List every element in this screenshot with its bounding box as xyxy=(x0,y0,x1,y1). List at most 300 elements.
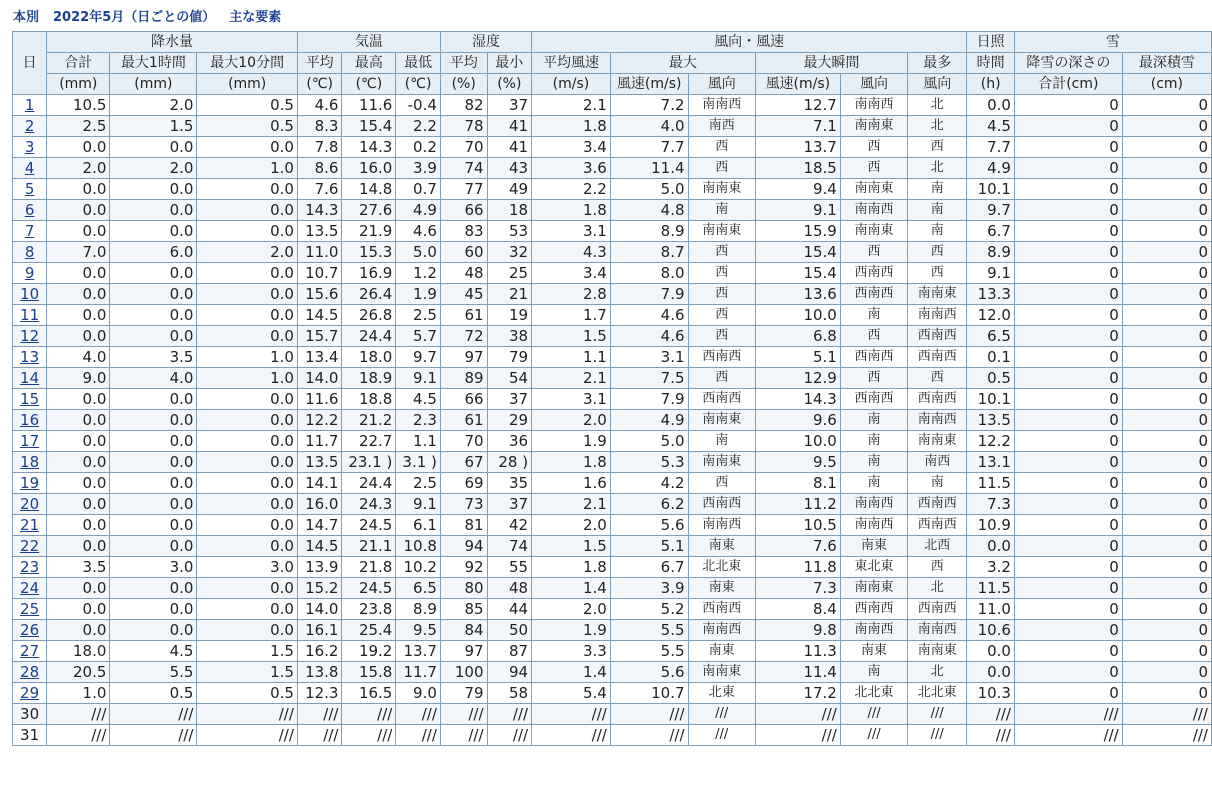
cell-wind-max-speed: 11.4 xyxy=(610,158,688,179)
cell-precip-total: 0.0 xyxy=(47,389,110,410)
table-row xyxy=(13,578,1212,599)
table-row xyxy=(13,326,1212,347)
cell-wind-mode: 南 xyxy=(908,221,967,242)
cell-temp-max: 21.9 xyxy=(342,221,396,242)
cell-temp-avg: /// xyxy=(297,704,342,725)
cell-wind-max-speed: 4.2 xyxy=(610,473,688,494)
cell-precip-10m: 0.0 xyxy=(197,137,298,158)
cell-snow-depth: 0 xyxy=(1122,452,1211,473)
cell-snow-depth: 0 xyxy=(1122,95,1211,116)
cell-precip-total: 10.5 xyxy=(47,95,110,116)
day-link[interactable]: 9 xyxy=(24,264,35,282)
cell-temp-avg: 13.5 xyxy=(297,452,342,473)
cell-day[interactable] xyxy=(13,116,47,137)
cell-temp-max: 26.8 xyxy=(342,305,396,326)
cell-temp-min: 2.5 xyxy=(396,473,441,494)
table-row xyxy=(13,221,1212,242)
cell-sunshine: 0.0 xyxy=(967,536,1015,557)
cell-gust-dir: /// xyxy=(840,704,907,725)
cell-snowfall: 0 xyxy=(1014,200,1122,221)
cell-day[interactable] xyxy=(13,662,47,683)
cell-day[interactable] xyxy=(13,284,47,305)
cell-wind-avg: 1.8 xyxy=(532,200,611,221)
cell-day[interactable] xyxy=(13,683,47,704)
cell-precip-total: 18.0 xyxy=(47,641,110,662)
group-wind: 風向・風速 xyxy=(532,32,967,53)
cell-day[interactable] xyxy=(13,221,47,242)
cell-day[interactable] xyxy=(13,263,47,284)
cell-sunshine: 9.1 xyxy=(967,263,1015,284)
cell-snow-depth: 0 xyxy=(1122,116,1211,137)
cell-hum-avg: 77 xyxy=(440,179,487,200)
table-row xyxy=(13,158,1212,179)
cell-snow-depth: 0 xyxy=(1122,557,1211,578)
cell-wind-avg: 1.8 xyxy=(532,116,611,137)
day-link[interactable]: 16 xyxy=(20,411,40,429)
cell-temp-max: 19.2 xyxy=(342,641,396,662)
cell-sunshine: 11.0 xyxy=(967,599,1015,620)
cell-sunshine: 10.9 xyxy=(967,515,1015,536)
cell-hum-avg: 69 xyxy=(440,473,487,494)
cell-hum-avg: 72 xyxy=(440,326,487,347)
cell-snowfall: 0 xyxy=(1014,263,1122,284)
table-row xyxy=(13,494,1212,515)
unit-snow-depth: (cm) xyxy=(1122,74,1211,95)
cell-wind-mode: 西 xyxy=(908,137,967,158)
cell-day[interactable] xyxy=(13,326,47,347)
cell-precip-10m: 3.0 xyxy=(197,557,298,578)
cell-temp-min: 10.2 xyxy=(396,557,441,578)
col-temp-avg: 平均 xyxy=(297,53,342,74)
cell-temp-max: /// xyxy=(342,725,396,746)
cell-day[interactable] xyxy=(13,305,47,326)
cell-wind-max-dir: 南南東 xyxy=(688,410,755,431)
cell-sunshine: 10.1 xyxy=(967,389,1015,410)
cell-wind-max-dir: 南南東 xyxy=(688,221,755,242)
cell-hum-avg: 100 xyxy=(440,662,487,683)
cell-temp-max: 14.3 xyxy=(342,137,396,158)
cell-precip-total: 2.5 xyxy=(47,116,110,137)
cell-gust-speed: 6.8 xyxy=(755,326,840,347)
cell-temp-min: 9.5 xyxy=(396,620,441,641)
cell-temp-avg: 11.6 xyxy=(297,389,342,410)
day-link[interactable]: 3 xyxy=(24,138,35,156)
day-link[interactable]: 7 xyxy=(24,222,35,240)
cell-precip-10m: /// xyxy=(197,725,298,746)
cell-wind-max-dir: 西南西 xyxy=(688,389,755,410)
cell-wind-avg: 1.7 xyxy=(532,305,611,326)
col-wind-mode-dir: 風向 xyxy=(908,74,967,95)
cell-gust-dir: 南南西 xyxy=(840,494,907,515)
cell-wind-mode: 北西 xyxy=(908,536,967,557)
cell-temp-max: 26.4 xyxy=(342,284,396,305)
cell-wind-mode: /// xyxy=(908,704,967,725)
cell-snowfall: 0 xyxy=(1014,431,1122,452)
cell-hum-min: 44 xyxy=(487,599,532,620)
cell-wind-max-dir: 北東 xyxy=(688,683,755,704)
cell-hum-avg: 70 xyxy=(440,137,487,158)
cell-precip-10m: 1.0 xyxy=(197,347,298,368)
cell-snow-depth: 0 xyxy=(1122,137,1211,158)
cell-temp-avg: 8.6 xyxy=(297,158,342,179)
cell-wind-mode: 北 xyxy=(908,158,967,179)
cell-gust-speed: 7.3 xyxy=(755,578,840,599)
cell-day xyxy=(13,725,47,746)
header-row-3 xyxy=(13,74,1212,95)
cell-hum-min: 41 xyxy=(487,116,532,137)
day-link[interactable]: 22 xyxy=(20,537,40,555)
cell-precip-total: 4.0 xyxy=(47,347,110,368)
cell-sunshine: 6.5 xyxy=(967,326,1015,347)
cell-hum-min: 42 xyxy=(487,515,532,536)
cell-precip-total: 0.0 xyxy=(47,326,110,347)
cell-gust-dir: 西南西 xyxy=(840,599,907,620)
cell-day xyxy=(13,704,47,725)
cell-gust-speed: 15.9 xyxy=(755,221,840,242)
cell-temp-min: 5.0 xyxy=(396,242,441,263)
cell-gust-speed: 9.1 xyxy=(755,200,840,221)
cell-hum-min: /// xyxy=(487,704,532,725)
cell-wind-mode: 西 xyxy=(908,557,967,578)
cell-wind-mode: 西 xyxy=(908,263,967,284)
day-link[interactable]: 14 xyxy=(20,369,40,387)
cell-wind-max-dir: /// xyxy=(688,704,755,725)
cell-temp-max: 18.9 xyxy=(342,368,396,389)
cell-precip-1h: 0.0 xyxy=(110,473,197,494)
cell-temp-max: 24.4 xyxy=(342,326,396,347)
cell-snowfall: 0 xyxy=(1014,515,1122,536)
cell-snowfall: 0 xyxy=(1014,389,1122,410)
day-link[interactable]: 5 xyxy=(24,180,35,198)
cell-temp-min: 0.7 xyxy=(396,179,441,200)
cell-day[interactable] xyxy=(13,242,47,263)
cell-day[interactable] xyxy=(13,452,47,473)
cell-day[interactable] xyxy=(13,200,47,221)
cell-hum-avg: 80 xyxy=(440,578,487,599)
header-row-1 xyxy=(13,32,1212,53)
cell-sunshine: 12.0 xyxy=(967,305,1015,326)
cell-gust-speed: 9.4 xyxy=(755,179,840,200)
cell-wind-avg: 1.8 xyxy=(532,557,611,578)
cell-temp-max: 24.4 xyxy=(342,473,396,494)
cell-day[interactable] xyxy=(13,179,47,200)
cell-precip-total: 3.5 xyxy=(47,557,110,578)
cell-temp-avg: 10.7 xyxy=(297,263,342,284)
cell-wind-mode: 南南西 xyxy=(908,305,967,326)
cell-gust-speed: 7.6 xyxy=(755,536,840,557)
cell-gust-dir: 南 xyxy=(840,305,907,326)
cell-wind-max-dir: 西南西 xyxy=(688,494,755,515)
cell-gust-dir: 南東 xyxy=(840,536,907,557)
day-link[interactable]: 17 xyxy=(20,432,40,450)
cell-gust-speed: 14.3 xyxy=(755,389,840,410)
cell-precip-total: 0.0 xyxy=(47,305,110,326)
cell-precip-10m: 0.0 xyxy=(197,221,298,242)
day-link[interactable]: 28 xyxy=(20,663,40,681)
cell-hum-avg: 81 xyxy=(440,515,487,536)
cell-precip-1h: 0.0 xyxy=(110,494,197,515)
cell-precip-1h: 1.5 xyxy=(110,116,197,137)
cell-snowfall: 0 xyxy=(1014,116,1122,137)
day-link[interactable]: 8 xyxy=(24,243,35,261)
day-link[interactable]: 15 xyxy=(20,390,40,408)
col-wind-avg: 平均風速 xyxy=(532,53,611,74)
cell-sunshine: 0.0 xyxy=(967,662,1015,683)
cell-precip-1h: 2.0 xyxy=(110,158,197,179)
cell-day[interactable] xyxy=(13,158,47,179)
cell-precip-1h: 3.0 xyxy=(110,557,197,578)
cell-precip-1h: 0.0 xyxy=(110,284,197,305)
cell-sunshine: 7.7 xyxy=(967,137,1015,158)
col-hum-min: 最小 xyxy=(487,53,532,74)
cell-day[interactable] xyxy=(13,389,47,410)
cell-temp-max: 25.4 xyxy=(342,620,396,641)
cell-day[interactable] xyxy=(13,599,47,620)
cell-wind-avg: 2.0 xyxy=(532,410,611,431)
cell-wind-avg: 4.3 xyxy=(532,242,611,263)
cell-hum-min: 38 xyxy=(487,326,532,347)
cell-precip-1h: 6.0 xyxy=(110,242,197,263)
cell-gust-speed: 5.1 xyxy=(755,347,840,368)
day-link[interactable]: 26 xyxy=(20,621,40,639)
cell-precip-10m: 0.0 xyxy=(197,200,298,221)
table-row xyxy=(13,641,1212,662)
cell-temp-min: 2.5 xyxy=(396,305,441,326)
cell-temp-min: 0.2 xyxy=(396,137,441,158)
cell-precip-total: 0.0 xyxy=(47,578,110,599)
cell-precip-total: 0.0 xyxy=(47,536,110,557)
cell-gust-dir: 西南西 xyxy=(840,284,907,305)
cell-precip-1h: 0.0 xyxy=(110,200,197,221)
cell-gust-dir: 西南西 xyxy=(840,263,907,284)
cell-wind-mode: 北 xyxy=(908,578,967,599)
cell-snow-depth: 0 xyxy=(1122,536,1211,557)
cell-hum-min: 18 xyxy=(487,200,532,221)
cell-temp-avg: 14.0 xyxy=(297,599,342,620)
day-link[interactable]: 19 xyxy=(20,474,40,492)
day-link[interactable]: 18 xyxy=(20,453,40,471)
table-row xyxy=(13,137,1212,158)
day-link[interactable]: 24 xyxy=(20,579,40,597)
cell-precip-total: 0.0 xyxy=(47,284,110,305)
cell-hum-min: 49 xyxy=(487,179,532,200)
element-kind: 主な要素 xyxy=(229,10,282,25)
cell-wind-max-speed: 5.5 xyxy=(610,641,688,662)
cell-gust-speed: 15.4 xyxy=(755,242,840,263)
cell-temp-avg: 13.5 xyxy=(297,221,342,242)
cell-day[interactable] xyxy=(13,368,47,389)
cell-wind-max-speed: 5.5 xyxy=(610,620,688,641)
cell-precip-1h: 0.0 xyxy=(110,263,197,284)
cell-snow-depth: 0 xyxy=(1122,263,1211,284)
cell-wind-max-speed: 8.7 xyxy=(610,242,688,263)
cell-gust-speed: 10.0 xyxy=(755,431,840,452)
cell-hum-min: 28 ) xyxy=(487,452,532,473)
day-label: 31 xyxy=(20,726,40,744)
cell-day[interactable] xyxy=(13,473,47,494)
cell-wind-avg: 2.1 xyxy=(532,368,611,389)
table-row xyxy=(13,662,1212,683)
cell-wind-max-speed: 4.6 xyxy=(610,305,688,326)
cell-hum-avg: 82 xyxy=(440,95,487,116)
cell-temp-max: 24.3 xyxy=(342,494,396,515)
cell-day[interactable] xyxy=(13,557,47,578)
cell-precip-10m: 0.0 xyxy=(197,305,298,326)
cell-precip-total: 1.0 xyxy=(47,683,110,704)
cell-precip-10m: 0.0 xyxy=(197,473,298,494)
cell-day[interactable] xyxy=(13,95,47,116)
day-link[interactable]: 12 xyxy=(20,327,40,345)
cell-temp-min: 4.6 xyxy=(396,221,441,242)
cell-wind-max-dir: 南南東 xyxy=(688,179,755,200)
day-link[interactable]: 2 xyxy=(24,117,35,135)
cell-temp-min: 8.9 xyxy=(396,599,441,620)
cell-wind-mode: 西南西 xyxy=(908,515,967,536)
cell-hum-avg: /// xyxy=(440,704,487,725)
cell-temp-max: 21.2 xyxy=(342,410,396,431)
cell-snow-depth: 0 xyxy=(1122,326,1211,347)
cell-hum-avg: 92 xyxy=(440,557,487,578)
cell-gust-dir: 西 xyxy=(840,242,907,263)
cell-temp-max: 16.5 xyxy=(342,683,396,704)
day-link[interactable]: 1 xyxy=(24,96,35,114)
cell-precip-10m: 0.0 xyxy=(197,179,298,200)
cell-day[interactable] xyxy=(13,494,47,515)
cell-hum-min: 74 xyxy=(487,536,532,557)
cell-day[interactable] xyxy=(13,620,47,641)
cell-precip-total: 0.0 xyxy=(47,494,110,515)
cell-precip-total: 0.0 xyxy=(47,473,110,494)
cell-gust-speed: 11.3 xyxy=(755,641,840,662)
cell-temp-avg: 15.6 xyxy=(297,284,342,305)
cell-wind-max-dir: 西 xyxy=(688,305,755,326)
cell-wind-max-dir: 南南東 xyxy=(688,662,755,683)
cell-temp-min: 1.2 xyxy=(396,263,441,284)
cell-wind-mode: 南 xyxy=(908,179,967,200)
cell-hum-avg: 83 xyxy=(440,221,487,242)
cell-sunshine: 13.3 xyxy=(967,284,1015,305)
col-wind-max-speed: 風速(m/s) xyxy=(610,74,688,95)
cell-day[interactable] xyxy=(13,641,47,662)
cell-day[interactable] xyxy=(13,515,47,536)
cell-wind-max-dir: 西 xyxy=(688,326,755,347)
cell-snow-depth: 0 xyxy=(1122,179,1211,200)
cell-temp-min: 2.3 xyxy=(396,410,441,431)
cell-temp-min: 10.8 xyxy=(396,536,441,557)
cell-hum-min: /// xyxy=(487,725,532,746)
cell-temp-max: 14.8 xyxy=(342,179,396,200)
cell-sunshine: 7.3 xyxy=(967,494,1015,515)
cell-temp-avg: 8.3 xyxy=(297,116,342,137)
day-label: 30 xyxy=(20,705,40,723)
day-link[interactable]: 27 xyxy=(20,642,40,660)
day-link[interactable]: 11 xyxy=(20,306,40,324)
cell-gust-dir: 南南東 xyxy=(840,179,907,200)
cell-snow-depth: 0 xyxy=(1122,662,1211,683)
cell-gust-dir: 南 xyxy=(840,662,907,683)
cell-day[interactable] xyxy=(13,137,47,158)
unit-precip-1h: (mm) xyxy=(110,74,197,95)
cell-hum-min: 79 xyxy=(487,347,532,368)
cell-snowfall: /// xyxy=(1014,704,1122,725)
day-link[interactable]: 4 xyxy=(24,159,35,177)
cell-precip-10m: 0.0 xyxy=(197,578,298,599)
cell-wind-avg: 5.4 xyxy=(532,683,611,704)
cell-precip-1h: 0.0 xyxy=(110,389,197,410)
cell-wind-max-speed: 7.5 xyxy=(610,368,688,389)
cell-temp-avg: 16.0 xyxy=(297,494,342,515)
unit-precip-total: (mm) xyxy=(47,74,110,95)
cell-precip-10m: 0.0 xyxy=(197,410,298,431)
cell-temp-max: 18.8 xyxy=(342,389,396,410)
cell-gust-speed: 8.4 xyxy=(755,599,840,620)
day-link[interactable]: 25 xyxy=(20,600,40,618)
cell-hum-avg: 78 xyxy=(440,116,487,137)
cell-precip-10m: 1.0 xyxy=(197,158,298,179)
day-link[interactable]: 23 xyxy=(20,558,40,576)
cell-day[interactable] xyxy=(13,410,47,431)
day-link[interactable]: 20 xyxy=(20,495,40,513)
cell-gust-dir: 南南西 xyxy=(840,620,907,641)
cell-hum-min: 48 xyxy=(487,578,532,599)
cell-hum-min: 43 xyxy=(487,158,532,179)
cell-snow-depth: 0 xyxy=(1122,410,1211,431)
cell-wind-max-dir: 南南西 xyxy=(688,620,755,641)
cell-temp-min: 4.5 xyxy=(396,389,441,410)
cell-wind-avg: 2.0 xyxy=(532,599,611,620)
cell-day[interactable] xyxy=(13,347,47,368)
cell-hum-avg: 79 xyxy=(440,683,487,704)
cell-temp-min: /// xyxy=(396,725,441,746)
col-temp-max: 最高 xyxy=(342,53,396,74)
cell-precip-1h: /// xyxy=(110,704,197,725)
table-row xyxy=(13,95,1212,116)
cell-snowfall: 0 xyxy=(1014,536,1122,557)
cell-hum-avg: 73 xyxy=(440,494,487,515)
table-row xyxy=(13,410,1212,431)
cell-hum-avg: 61 xyxy=(440,305,487,326)
cell-wind-max-dir: 西 xyxy=(688,158,755,179)
day-link[interactable]: 29 xyxy=(20,684,40,702)
cell-wind-mode: 南南東 xyxy=(908,641,967,662)
cell-hum-avg: 66 xyxy=(440,200,487,221)
cell-snow-depth: 0 xyxy=(1122,641,1211,662)
cell-wind-max-speed: 7.7 xyxy=(610,137,688,158)
cell-day[interactable] xyxy=(13,431,47,452)
cell-temp-max: 15.4 xyxy=(342,116,396,137)
cell-wind-avg: 3.3 xyxy=(532,641,611,662)
cell-gust-speed: 10.5 xyxy=(755,515,840,536)
cell-snowfall: 0 xyxy=(1014,158,1122,179)
day-link[interactable]: 13 xyxy=(20,348,40,366)
cell-snowfall: 0 xyxy=(1014,620,1122,641)
cell-snow-depth: /// xyxy=(1122,704,1211,725)
cell-day[interactable] xyxy=(13,536,47,557)
cell-temp-avg: 15.2 xyxy=(297,578,342,599)
day-link[interactable]: 21 xyxy=(20,516,40,534)
cell-day[interactable] xyxy=(13,578,47,599)
unit-precip-10m: (mm) xyxy=(197,74,298,95)
cell-sunshine: 0.0 xyxy=(967,95,1015,116)
cell-wind-mode: 西南西 xyxy=(908,347,967,368)
table-row xyxy=(13,389,1212,410)
table-row xyxy=(13,368,1212,389)
cell-snow-depth: 0 xyxy=(1122,578,1211,599)
cell-wind-mode: 南 xyxy=(908,200,967,221)
table-row xyxy=(13,200,1212,221)
day-link[interactable]: 10 xyxy=(20,285,40,303)
day-link[interactable]: 6 xyxy=(24,201,35,219)
